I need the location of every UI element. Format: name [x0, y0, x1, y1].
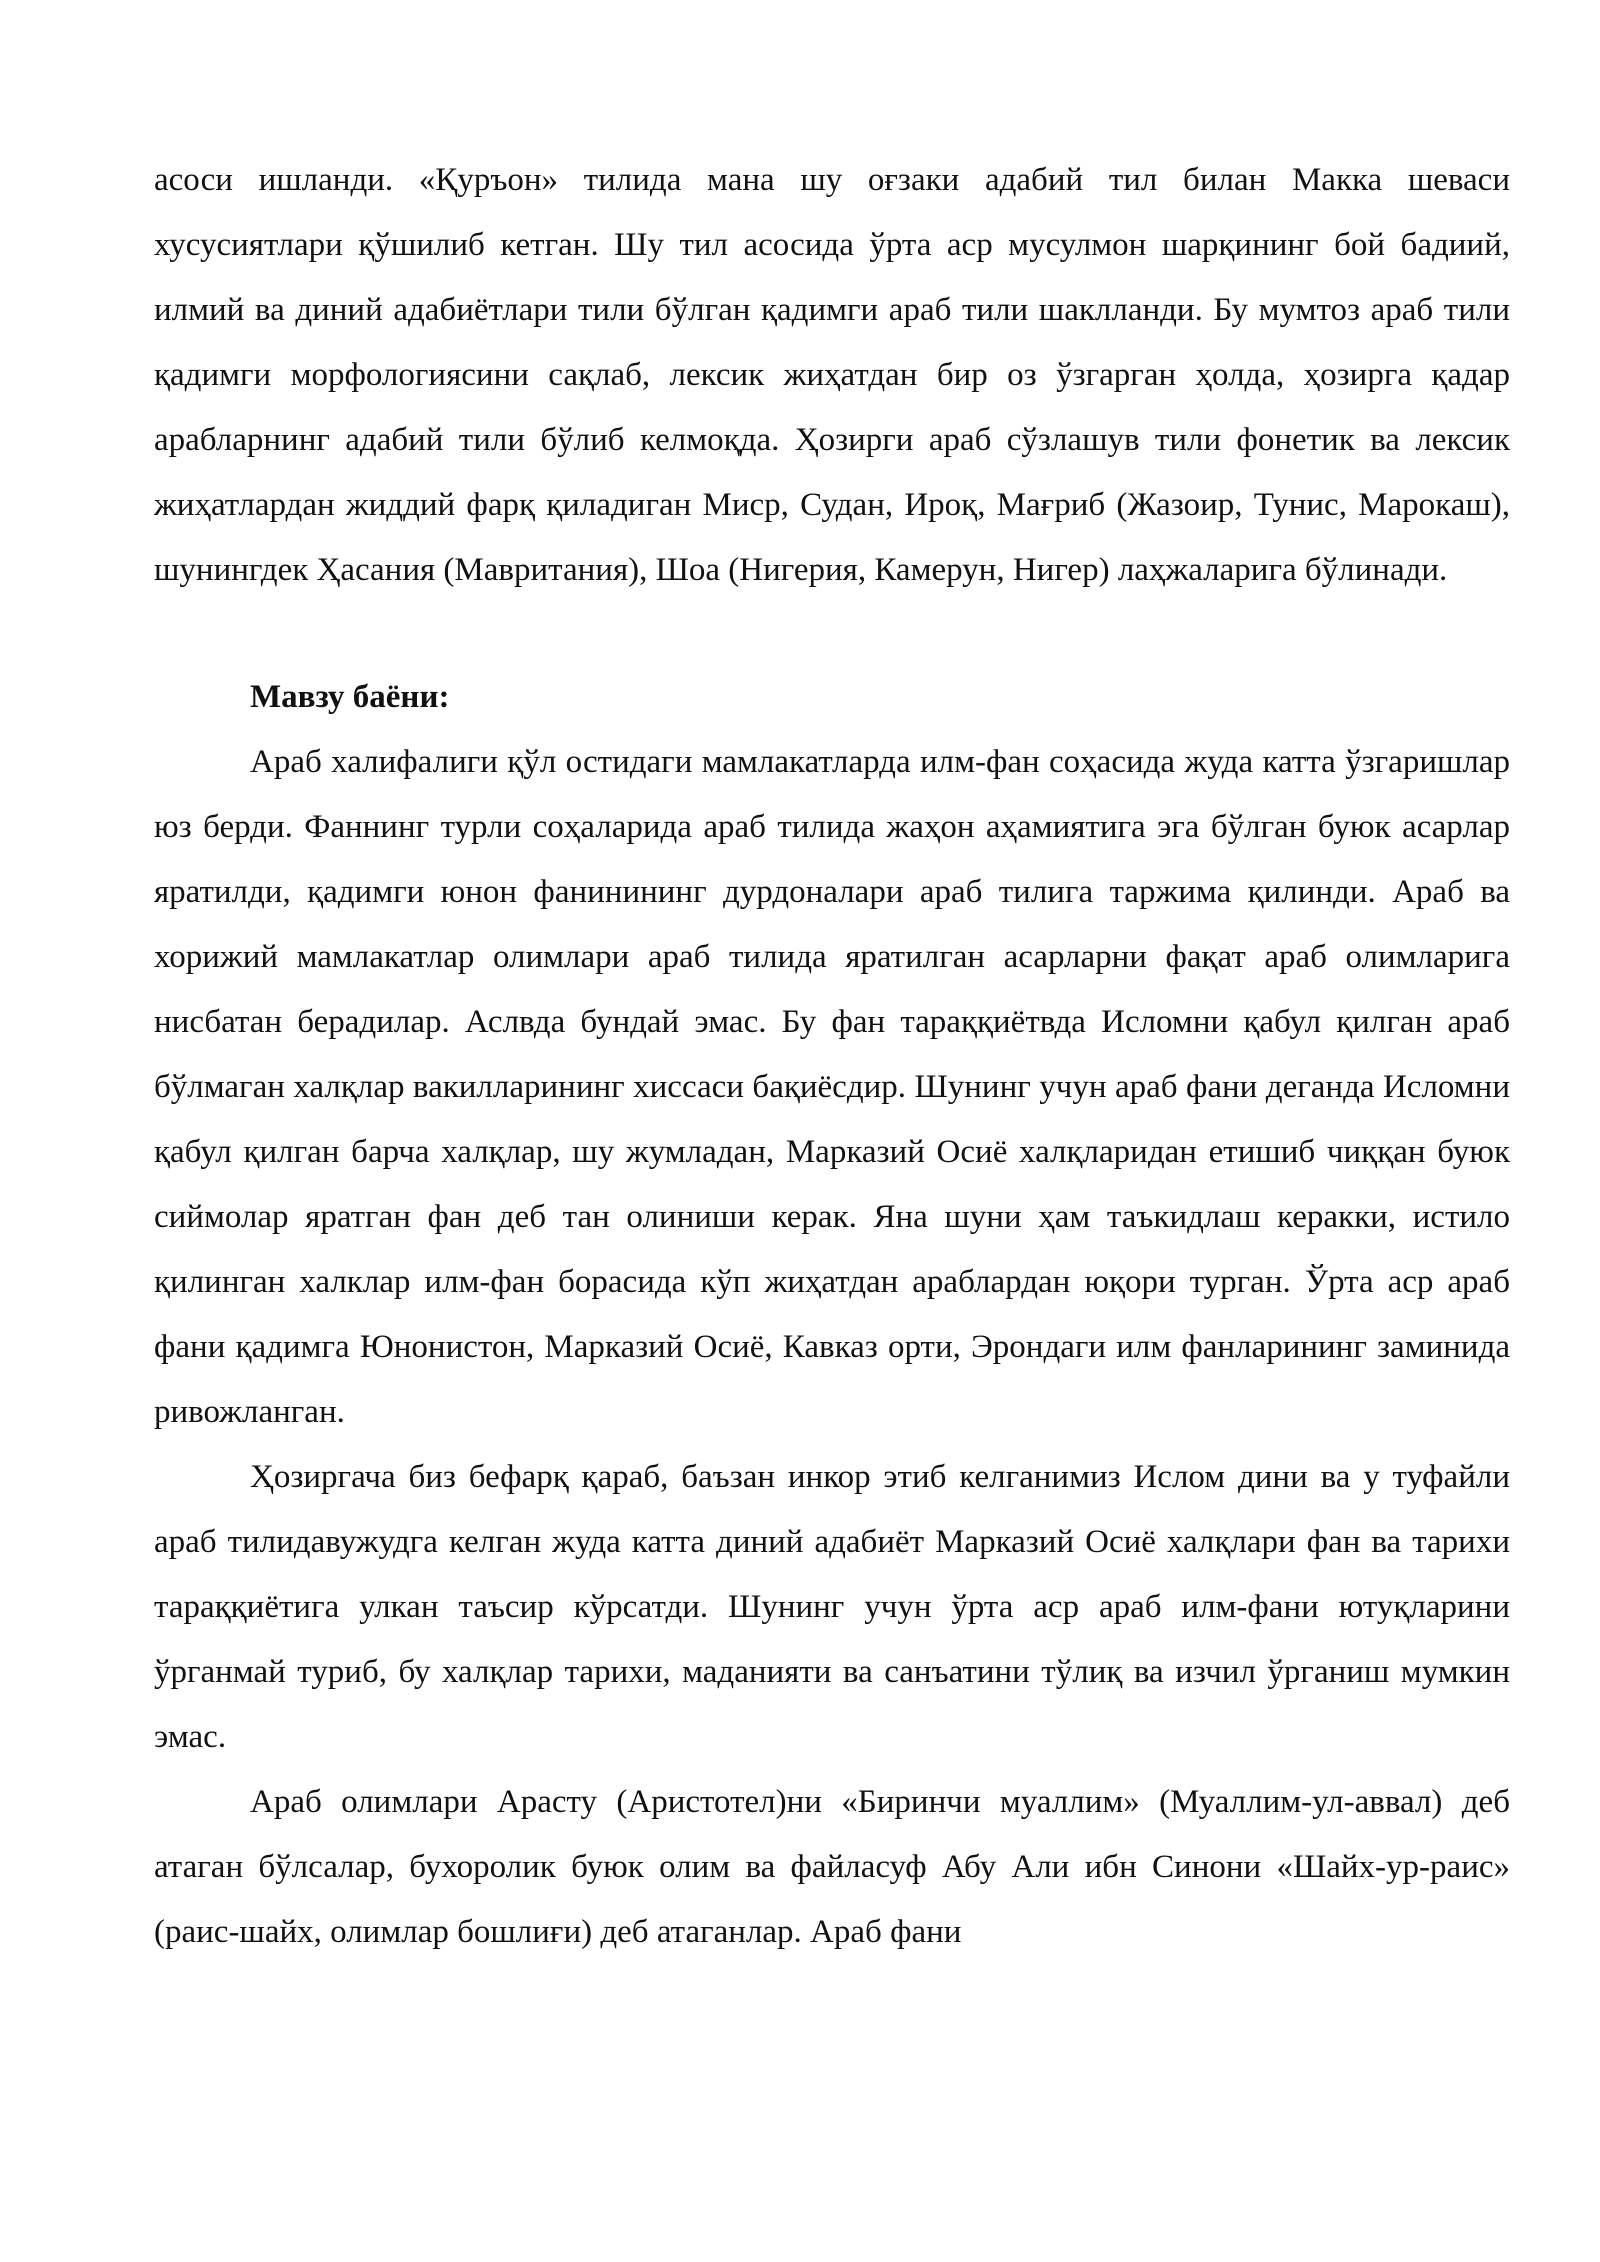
paragraph-1: Араб халифалиги қўл остидаги мамлакатларда илм-фан соҳасида жуда катта ўзгаришлар юз берди. Фаннинг турли соҳаларида араб тилида жаҳон аҳамиятига эга бўлган буюк асарлар яратилди, қадимги юнон фанинининг дурдоналари араб тилига таржима қилинди. Араб ва хорижий мамлакатлар олимлари араб тилида яратилган асарларни фақат араб олимларига нисбатан берадилар. Аслвда бундай эмас. Бу фан тараққиётвда Исломни қабул қилган араб бўлмаган халқлар вакилларининг хиссаси бақиёсдир. Шунинг учун араб фани деганда Исломни қабул қилган барча халқлар, шу жумладан, Марказий Осиё халқларидан етишиб чиққан буюк сиймолар яратган фан деб тан олиниши керак. Яна шуни ҳам таъкидлаш керакки, истило қилинган халклар илм-фан борасида кўп жиҳатдан араблардан юқори турган. Ўрта аср араб фани қадимга Юнонистон, Марказий Осиё, Кавказ орти, Эрондаги илм фанларининг заминида ривожланган.: [154, 744, 1510, 1430]
paragraph-2: Ҳозиргача биз бефарқ қараб, баъзан инкор этиб келганимиз Ислом дини ва у туфайли араб тилидавужудга келган жуда катта диний адабиёт Марказий Осиё халқлари фан ва тарихи тараққиётига улкан таъсир кўрсатди. Шунинг учун ўрта аср араб илм-фани ютуқларини ўрганмай туриб, бу халқлар тарихи, маданияти ва санъатини тўлиқ ва изчил ўрганиш мумкин эмас.: [154, 1459, 1510, 1755]
paragraph-continuation: асоси ишланди. «Қуръон» тилида мана шу оғзаки адабий тил билан Макка шеваси хусусиятлари қўшилиб кетган. Шу тил асосида ўрта аср мусулмон шарқининг бой бадиий, илмий ва диний адабиётлари тили бўлган қадимги араб тили шаклланди. Бу мумтоз араб тили қадимги морфологиясини сақлаб, лексик жиҳатдан бир оз ўзгарган ҳолда, ҳозирга қадар арабларнинг адабий тили бўлиб келмоқда. Ҳозирги араб сўзлашув тили фонетик ва лексик жиҳатлардан жиддий фарқ қиладиган Миср, Судан, Ироқ, Мағриб (Жазоир, Тунис, Марокаш), шунингдек Ҳасания (Мавритания), Шоа (Нигерия, Камерун, Нигер) лаҳжаларига бўлинади.: [154, 162, 1510, 588]
document-page: [154, 148, 1510, 1965]
paragraph-3: Араб олимлари Арасту (Аристотел)ни «Биринчи муаллим» (Муаллим-ул-аввал) деб атаган бўлсалар, бухоролик буюк олим ва файласуф Абу Али ибн Синони «Шайх-ур-раис» (раис-шайх, олимлар бошлиғи) деб атаганлар. Араб фани: [154, 1784, 1510, 1950]
section-heading: Мавзу баёни:: [250, 679, 450, 715]
